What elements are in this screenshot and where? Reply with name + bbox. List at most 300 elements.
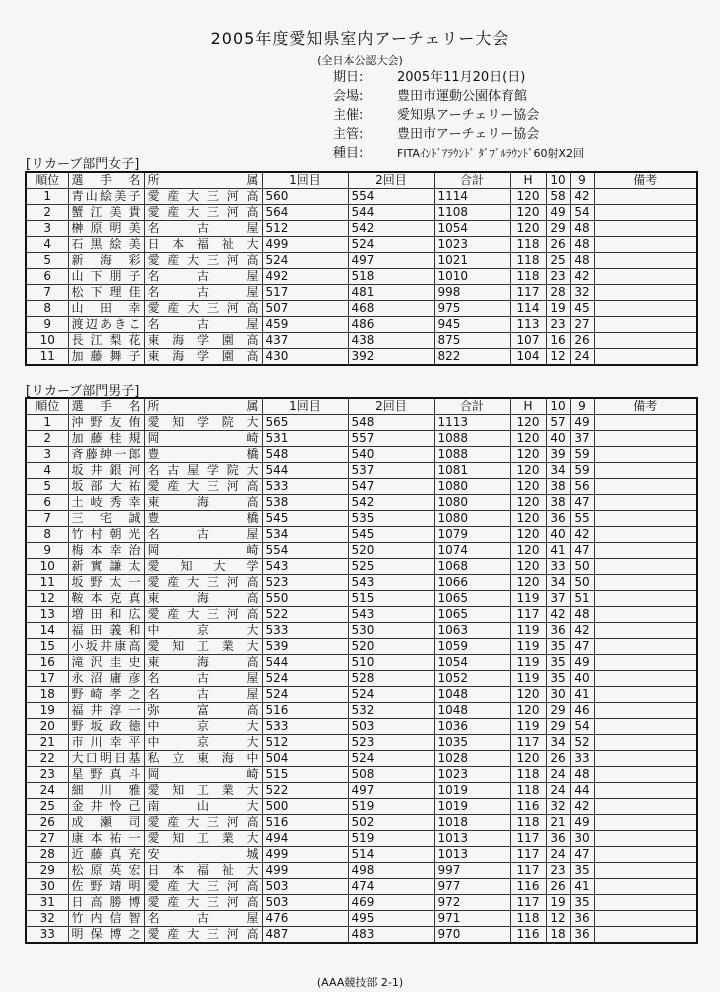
cell-club-text: [148, 863, 259, 878]
cell-round1: 503: [262, 895, 348, 911]
char: 愛: [147, 879, 160, 893]
event-info: [333, 68, 584, 163]
char: 成: [71, 815, 84, 829]
cell-nines: 33: [570, 751, 594, 767]
cell-nines: 49: [570, 815, 594, 831]
cell-round1: 500: [262, 799, 348, 815]
cell-round2: 524: [348, 687, 434, 703]
cell-remarks: [594, 863, 697, 879]
cell-hits: 120: [510, 431, 546, 447]
char: 中: [147, 735, 160, 749]
char: 英: [109, 863, 122, 877]
cell-round2: 524: [348, 237, 434, 253]
cell-round2: 532: [348, 703, 434, 719]
char: 名: [147, 269, 160, 283]
cell-total: 822: [434, 349, 510, 366]
cell-total: 1028: [434, 751, 510, 767]
cell-nines: 42: [570, 623, 594, 639]
cell-name-text: [72, 237, 141, 252]
char: 属: [246, 399, 259, 413]
cell-club: [144, 317, 262, 333]
cell-tens: 23: [546, 317, 570, 333]
cell-round2: 520: [348, 543, 434, 559]
cell-total: 1088: [434, 431, 510, 447]
char: 一: [128, 831, 141, 845]
char: 三: [206, 927, 219, 941]
cell-rank: 9: [26, 543, 68, 559]
cell-club: [144, 927, 262, 944]
cell-name-text: [72, 317, 141, 332]
cell-nines: 48: [570, 767, 594, 783]
cell-name: [68, 783, 144, 799]
cell-name: [68, 479, 144, 495]
char: 侑: [128, 415, 141, 429]
char: 孝: [109, 687, 122, 701]
char: 橋: [246, 511, 259, 525]
cell-remarks: [594, 495, 697, 511]
cell-rank: 7: [26, 511, 68, 527]
header-club: [144, 398, 262, 415]
cell-total: 1065: [434, 591, 510, 607]
cell-round1: 545: [262, 511, 348, 527]
cell-round1: 499: [262, 237, 348, 253]
cell-nines: 44: [570, 783, 594, 799]
cell-round1: 524: [262, 671, 348, 687]
cell-club: [144, 831, 262, 847]
char: 愛: [147, 575, 160, 589]
char: 藤: [90, 349, 103, 363]
char: 本: [90, 591, 103, 605]
char: 充: [128, 847, 141, 861]
cell-remarks: [594, 703, 697, 719]
cell-name: [68, 463, 144, 479]
table-row: [26, 895, 697, 911]
cell-club: [144, 623, 262, 639]
cell-tens: 23: [546, 269, 570, 285]
cell-remarks: [594, 799, 697, 815]
char: 山: [196, 799, 209, 813]
cell-remarks: [594, 623, 697, 639]
char: 名: [128, 399, 141, 413]
cell-remarks: [594, 927, 697, 944]
char: 高: [246, 333, 259, 347]
cell-remarks: [594, 911, 697, 927]
cell-remarks: [594, 767, 697, 783]
cell-remarks: [594, 831, 697, 847]
cell-name-text: [72, 799, 141, 814]
cell-nines: 46: [570, 703, 594, 719]
char: 松: [71, 285, 84, 299]
char: 三: [206, 189, 219, 203]
char: 大: [213, 559, 226, 573]
char: こ: [128, 317, 141, 331]
header-nines: 9: [570, 398, 594, 415]
cell-round2: 518: [348, 269, 434, 285]
char: 産: [167, 575, 180, 589]
cell-tens: 34: [546, 735, 570, 751]
char: 井: [90, 703, 103, 717]
cell-round2: 515: [348, 591, 434, 607]
cell-hits: 117: [510, 607, 546, 623]
cell-club: [144, 253, 262, 269]
cell-hits: 120: [510, 189, 546, 205]
cell-round2: 502: [348, 815, 434, 831]
table-row: [26, 511, 697, 527]
cell-rank: 30: [26, 879, 68, 895]
header-row: [26, 398, 697, 415]
cell-club: [144, 511, 262, 527]
cell-club-text: [148, 671, 259, 686]
char: 史: [128, 655, 141, 669]
cell-name: [68, 415, 144, 431]
char: 和: [109, 607, 122, 621]
cell-rank: 33: [26, 927, 68, 944]
char: 産: [167, 927, 180, 941]
cell-name-text: [72, 189, 141, 204]
table-row: [26, 189, 697, 205]
cell-round2: 497: [348, 783, 434, 799]
cell-club-text: [148, 415, 259, 430]
cell-remarks: [594, 189, 697, 205]
char: 知: [172, 831, 185, 845]
cell-name: [68, 671, 144, 687]
cell-club: [144, 575, 262, 591]
char: 蟹: [71, 205, 84, 219]
cell-club-text: [148, 911, 259, 926]
cell-remarks: [594, 735, 697, 751]
cell-rank: 2: [26, 205, 68, 221]
char: 大: [246, 415, 259, 429]
cell-round1: 560: [262, 189, 348, 205]
cell-tens: 12: [546, 349, 570, 366]
cell-hits: 117: [510, 831, 546, 847]
char: 川: [90, 735, 103, 749]
cell-remarks: [594, 879, 697, 895]
cell-total: 1054: [434, 655, 510, 671]
cell-club-text: [148, 607, 259, 622]
header-total: 合計: [434, 398, 510, 415]
cell-round1: 517: [262, 285, 348, 301]
cell-round1: 494: [262, 831, 348, 847]
table-row: [26, 237, 697, 253]
char: 坂: [71, 479, 84, 493]
cell-hits: 104: [510, 349, 546, 366]
cell-rank: 6: [26, 495, 68, 511]
header-row: [26, 172, 697, 189]
cell-tens: 26: [546, 751, 570, 767]
document-title: 2005年度愛知県室内アーチェリー大会: [210, 29, 510, 48]
char: 東: [147, 495, 160, 509]
table-row: [26, 591, 697, 607]
char: 梨: [109, 333, 122, 347]
cell-nines: 49: [570, 415, 594, 431]
cell-tens: 39: [546, 447, 570, 463]
char: 屋: [246, 911, 259, 925]
cell-total: 1108: [434, 205, 510, 221]
char: 山: [71, 301, 84, 315]
cell-round1: 515: [262, 767, 348, 783]
cell-remarks: [594, 221, 697, 237]
char: 高: [246, 703, 259, 717]
char: 明: [128, 879, 141, 893]
cell-total: 1052: [434, 671, 510, 687]
char: 星: [71, 767, 84, 781]
cell-name-text: [72, 751, 141, 766]
table-row: [26, 527, 697, 543]
char: 辺: [85, 317, 98, 331]
table-row: [26, 415, 697, 431]
footer-note: (AAA競技部 2-1): [316, 976, 404, 989]
cell-name-text: [72, 783, 141, 798]
char: 産: [167, 479, 180, 493]
cell-hits: 118: [510, 767, 546, 783]
char: 智: [128, 911, 141, 925]
char: 愛: [147, 783, 160, 797]
cell-club: [144, 559, 262, 575]
cell-round1: 534: [262, 527, 348, 543]
cell-hits: 119: [510, 719, 546, 735]
cell-name: [68, 575, 144, 591]
char: 属: [246, 173, 259, 187]
char: 三: [206, 879, 219, 893]
char: 明: [109, 221, 122, 235]
char: 祐: [109, 831, 122, 845]
char: 屋: [246, 317, 259, 331]
cell-club: [144, 543, 262, 559]
cell-hits: 120: [510, 447, 546, 463]
char: 本: [90, 543, 103, 557]
cell-tens: 40: [546, 431, 570, 447]
cell-name-text: [72, 703, 141, 718]
cell-round1: 524: [262, 253, 348, 269]
cell-nines: 24: [570, 349, 594, 366]
char: 藤: [90, 431, 103, 445]
char: 野: [90, 415, 103, 429]
table-row: [26, 815, 697, 831]
char: 幸: [109, 735, 122, 749]
cell-round1: 516: [262, 703, 348, 719]
char: 高: [246, 349, 259, 363]
char: 崎: [246, 431, 259, 445]
char: 広: [128, 607, 141, 621]
cell-remarks: [594, 285, 697, 301]
char: 屋: [246, 221, 259, 235]
cell-tens: 24: [546, 767, 570, 783]
cell-name-text: [72, 527, 141, 542]
char: 大: [246, 237, 259, 251]
cell-remarks: [594, 591, 697, 607]
cell-name: [68, 205, 144, 221]
cell-tens: 23: [546, 863, 570, 879]
char: 光: [128, 527, 141, 541]
cell-round2: 438: [348, 333, 434, 349]
char: 坂: [71, 575, 84, 589]
char: 高: [90, 895, 103, 909]
char: 大: [246, 799, 259, 813]
char: 名: [147, 463, 160, 477]
cell-name-text: [72, 671, 141, 686]
cell-club-text: [148, 189, 259, 204]
cell-nines: 42: [570, 269, 594, 285]
cell-round2: 469: [348, 895, 434, 911]
cell-total: 1080: [434, 495, 510, 511]
char: 坂: [85, 639, 98, 653]
cell-rank: 12: [26, 591, 68, 607]
cell-name-text: [72, 863, 141, 878]
char: 大: [109, 479, 122, 493]
cell-club-text: [148, 447, 259, 462]
cell-name-text: [72, 767, 141, 782]
cell-total: 1019: [434, 799, 510, 815]
table-row: [26, 495, 697, 511]
char: 紳: [99, 447, 112, 461]
char: 愛: [147, 253, 160, 267]
char: 所: [147, 173, 160, 187]
table-row: [26, 269, 697, 285]
cell-round2: 545: [348, 527, 434, 543]
char: 野: [71, 719, 84, 733]
cell-nines: 35: [570, 863, 594, 879]
char: 増: [71, 607, 84, 621]
cell-club: [144, 847, 262, 863]
cell-tens: 38: [546, 479, 570, 495]
cell-round1: 504: [262, 751, 348, 767]
cell-hits: 117: [510, 847, 546, 863]
char: 愛: [147, 639, 160, 653]
header-total: 合計: [434, 172, 510, 189]
char: 太: [128, 559, 141, 573]
char: 古: [167, 463, 180, 477]
cell-rank: 2: [26, 431, 68, 447]
char: 藤: [85, 447, 98, 461]
cell-name: [68, 495, 144, 511]
cell-round1: 522: [262, 607, 348, 623]
char: 高: [246, 205, 259, 219]
cell-remarks: [594, 543, 697, 559]
char: 理: [109, 285, 122, 299]
table-row: [26, 911, 697, 927]
char: 己: [128, 799, 141, 813]
char: 大: [246, 783, 259, 797]
cell-remarks: [594, 687, 697, 703]
char: 名: [147, 221, 160, 235]
cell-total: 1013: [434, 831, 510, 847]
char: 高: [246, 253, 259, 267]
cell-remarks: [594, 655, 697, 671]
table-row: [26, 863, 697, 879]
char: 産: [167, 189, 180, 203]
info-label: 会場:: [333, 89, 364, 104]
char: 絵: [99, 189, 112, 203]
char: 真: [109, 767, 122, 781]
cell-club: [144, 735, 262, 751]
char: 博: [109, 927, 122, 941]
cell-hits: 113: [510, 317, 546, 333]
char: 大: [246, 639, 259, 653]
char: 名: [147, 285, 160, 299]
cell-name: [68, 751, 144, 767]
cell-rank: 17: [26, 671, 68, 687]
cell-round2: 503: [348, 719, 434, 735]
cell-round1: 544: [262, 463, 348, 479]
cell-round1: 507: [262, 301, 348, 317]
cell-tens: 29: [546, 703, 570, 719]
cell-rank: 11: [26, 575, 68, 591]
cell-nines: 54: [570, 719, 594, 735]
info-label: 主管:: [333, 127, 364, 142]
cell-tens: 16: [546, 333, 570, 349]
cell-total: 975: [434, 301, 510, 317]
char: 屋: [246, 671, 259, 685]
char: 川: [99, 783, 112, 797]
cell-club: [144, 703, 262, 719]
cell-name: [68, 333, 144, 349]
cell-rank: 16: [26, 655, 68, 671]
cell-club-text: [148, 639, 259, 654]
char: 基: [128, 751, 141, 765]
cell-club: [144, 269, 262, 285]
info-value: 豊田市運動公園体育館: [397, 89, 528, 104]
cell-name-text: [72, 221, 141, 236]
char: 三: [71, 511, 84, 525]
cell-nines: 36: [570, 911, 594, 927]
char: 崎: [246, 767, 259, 781]
cell-rank: 8: [26, 301, 68, 317]
cell-club-text: [148, 687, 259, 702]
cell-total: 970: [434, 927, 510, 944]
char: 小: [71, 639, 84, 653]
cell-remarks: [594, 575, 697, 591]
cell-round2: 542: [348, 221, 434, 237]
cell-total: 997: [434, 863, 510, 879]
cell-name: [68, 911, 144, 927]
men-section-label: [リカーブ部門男子]: [26, 384, 140, 399]
cell-round2: 495: [348, 911, 434, 927]
cell-hits: 120: [510, 559, 546, 575]
cell-remarks: [594, 349, 697, 366]
cell-club: [144, 333, 262, 349]
char: 弥: [147, 703, 160, 717]
char: 河: [226, 607, 239, 621]
char: 愛: [147, 831, 160, 845]
table-row: [26, 751, 697, 767]
cell-name: [68, 847, 144, 863]
char: 橋: [246, 447, 259, 461]
char: 京: [196, 623, 209, 637]
cell-round1: 531: [262, 431, 348, 447]
char: 井: [90, 799, 103, 813]
cell-name-text: [72, 879, 141, 894]
char: 東: [147, 333, 160, 347]
char: 雅: [128, 783, 141, 797]
cell-hits: 116: [510, 799, 546, 815]
cell-rank: 3: [26, 221, 68, 237]
char: 新: [71, 559, 84, 573]
char: 政: [109, 719, 122, 733]
cell-club-text: [148, 575, 259, 590]
char: 山: [71, 269, 84, 283]
char: 豊: [147, 511, 160, 525]
char: 産: [167, 815, 180, 829]
char: 古: [196, 317, 209, 331]
cell-round2: 543: [348, 575, 434, 591]
cell-remarks: [594, 253, 697, 269]
cell-nines: 50: [570, 575, 594, 591]
char: 古: [196, 527, 209, 541]
cell-tens: 21: [546, 815, 570, 831]
table-row: [26, 575, 697, 591]
cell-nines: 52: [570, 735, 594, 751]
